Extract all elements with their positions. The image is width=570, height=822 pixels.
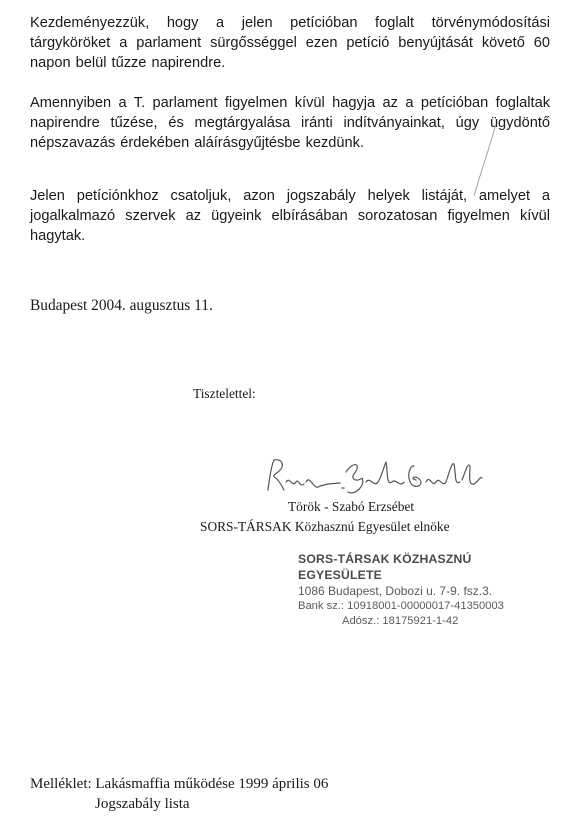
paragraph-attachment-note: Jelen petíciónkhoz csatoljuk, azon jogszabály helyek listáját, amelyet a jogalkalmazó szervek az ügyeink elbírásában sorozatosan figyelmen kívül hagytak. xyxy=(30,188,550,244)
stamp-address: 1086 Budapest, Dobozi u. 7-9. fsz.3. xyxy=(298,584,493,598)
date-line: Budapest 2004. augusztus 11. xyxy=(30,297,213,314)
greeting: Tisztelettel: xyxy=(193,386,256,401)
stamp-tax-number: Adósz.: 18175921-1-42 xyxy=(342,615,459,627)
signatory-name: Török - Szabó Erzsébet xyxy=(288,499,415,514)
signatory-organization: SORS-TÁRSAK Közhasznú Egyesület elnöke xyxy=(200,519,450,534)
paragraph-referendum: Amennyiben a T. parlament figyelmen kívül hagyja az a petícióban foglaltak napirendre tűzése, és megtárgyalása iránti indítványainkat, úgy ügydöntő népszavazás érdekében aláírásgyűjtésbe kezdünk. xyxy=(30,95,550,151)
attachment-line-1: Melléklet: Lakásmaffia működése 1999 április 06 xyxy=(30,776,329,792)
paragraph-initiative: Kezdeményezzük, hogy a jelen petícióban foglalt törvénymódosítási tárgyköröket a parlament sürgősséggel ezen petíció benyújtását követő 60 napon belül tűzze napirendre. xyxy=(30,15,550,71)
stamp-bank-account: Bank sz.: 10918001-00000017-41350003 xyxy=(298,600,504,612)
organization-stamp xyxy=(298,551,518,629)
stamp-title: SORS-TÁRSAK KÖZHASZNÚ EGYESÜLETE xyxy=(298,552,472,582)
handwritten-signature xyxy=(258,452,488,502)
signature-block xyxy=(200,497,520,537)
attachment-line-2: Jogszabály lista xyxy=(95,796,190,812)
attachments xyxy=(30,774,430,814)
